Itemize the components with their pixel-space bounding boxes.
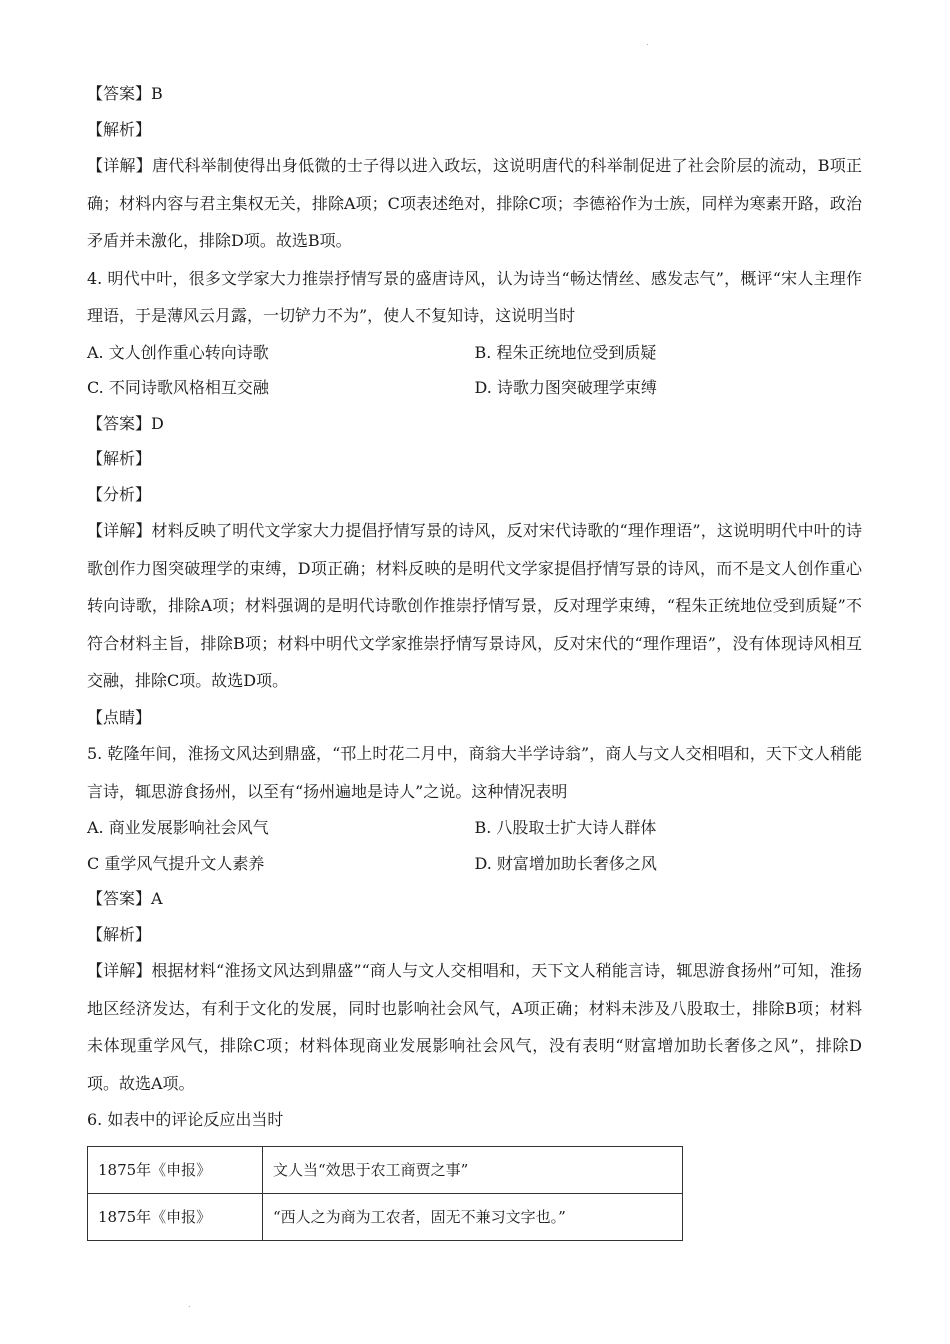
table-row — [88, 1146, 683, 1193]
analysis-label: 【解析】 — [87, 119, 152, 139]
option-c: C. 不同诗歌风格相互交融 — [87, 378, 269, 397]
detail-paragraph: 【详解】唐代科举制使得出身低微的士子得以进入政坛，这说明唐代的科举制促进了社会阶层的流动，B项正确；材料内容与君主集权无关，排除A项；C项表述绝对，排除C项；李德裕作为士族，同样为寒素开路，政治矛盾并未激化，排除D项。故选B项。 — [87, 156, 862, 250]
analysis-label: 【解析】 — [87, 924, 152, 944]
detail-paragraph: 【详解】材料反映了明代文学家大力提倡抒情写景的诗风，反对宋代诗歌的“理作理语”，这说明明代中叶的诗歌创作力图突破理学的束缚，D项正确；材料反映的是明代文学家提倡抒情写景的诗风，而不是文人创作重心转向诗歌，排除A项；材料强调的是明代诗歌创作推崇抒情写景，反对理学束缚，“程朱正统地位受到质疑”不符合材料主旨，排除B项；材料中明代文学家推崇抒情写景诗风，反对宋代的“理作理语”，没有体现诗风相互交融，排除C项。故选D项。 — [87, 521, 862, 690]
detail-paragraph: 【详解】根据材料“淮扬文风达到鼎盛”“商人与文人交相唱和，天下文人稍能言诗，辄思游食扬州”可知，淮扬地区经济发达，有利于文化的发展，同时也影响社会风气，A项正确；材料未涉及八股取士，排除B项；材料未体现重学风气，排除C项；材料体现商业发展影响社会风气，没有表明“财富增加助长奢侈之风”，排除D项。故选A项。 — [87, 961, 862, 1093]
options-row — [87, 810, 862, 846]
decorative-dot: . — [646, 38, 649, 47]
dianjing-label: 【点睛】 — [87, 707, 152, 727]
options-row — [87, 370, 862, 406]
option-d: D. 诗歌力图突破理学束缚 — [474, 378, 657, 397]
table-cell-comment: “西人之为商为工农者，固无不兼习文字也。” — [263, 1193, 683, 1240]
question-text: 4. 明代中叶，很多文学家大力推崇抒情写景的盛唐诗风，认为诗当“畅达情丝、感发志气”，概评“宋人主理作理语，于是薄风云月露，一切铲力不为”，使人不复知诗，这说明当时 — [87, 268, 862, 325]
options-row — [87, 846, 862, 882]
option-b: B. 八股取士扩大诗人群体 — [474, 818, 657, 837]
table-row — [88, 1193, 683, 1240]
option-b: B. 程朱正统地位受到质疑 — [474, 342, 657, 362]
table-cell-source: 1875年《申报》 — [88, 1193, 263, 1240]
fenxi-label: 【分析】 — [87, 484, 152, 504]
table-cell-comment: 文人当“效思于农工商贾之事” — [263, 1146, 683, 1193]
answer-label: 【答案】A — [87, 889, 163, 908]
options-row — [87, 335, 862, 371]
document-content — [87, 76, 862, 1241]
source-table — [87, 1146, 683, 1241]
option-c: C 重学风气提升文人素养 — [87, 853, 265, 873]
answer-label: 【答案】B — [87, 84, 163, 103]
option-d: D. 财富增加助长奢侈之风 — [474, 853, 657, 873]
analysis-label: 【解析】 — [87, 449, 152, 468]
table-cell-source: 1875年《申报》 — [88, 1146, 263, 1193]
answer-label: 【答案】D — [87, 413, 164, 433]
decorative-dot: . — [188, 1300, 191, 1309]
option-a: A. 文人创作重心转向诗歌 — [87, 342, 269, 362]
option-a: A. 商业发展影响社会风气 — [87, 818, 269, 837]
question-text: 5. 乾隆年间，淮扬文风达到鼎盛，“邗上时花二月中，商翁大半学诗翁”，商人与文人交相唱和，天下文人稍能言诗，辄思游食扬州，以至有“扬州遍地是诗人”之说。这种情况表明 — [87, 744, 862, 801]
question-text: 6. 如表中的评论反应出当时 — [87, 1110, 284, 1129]
